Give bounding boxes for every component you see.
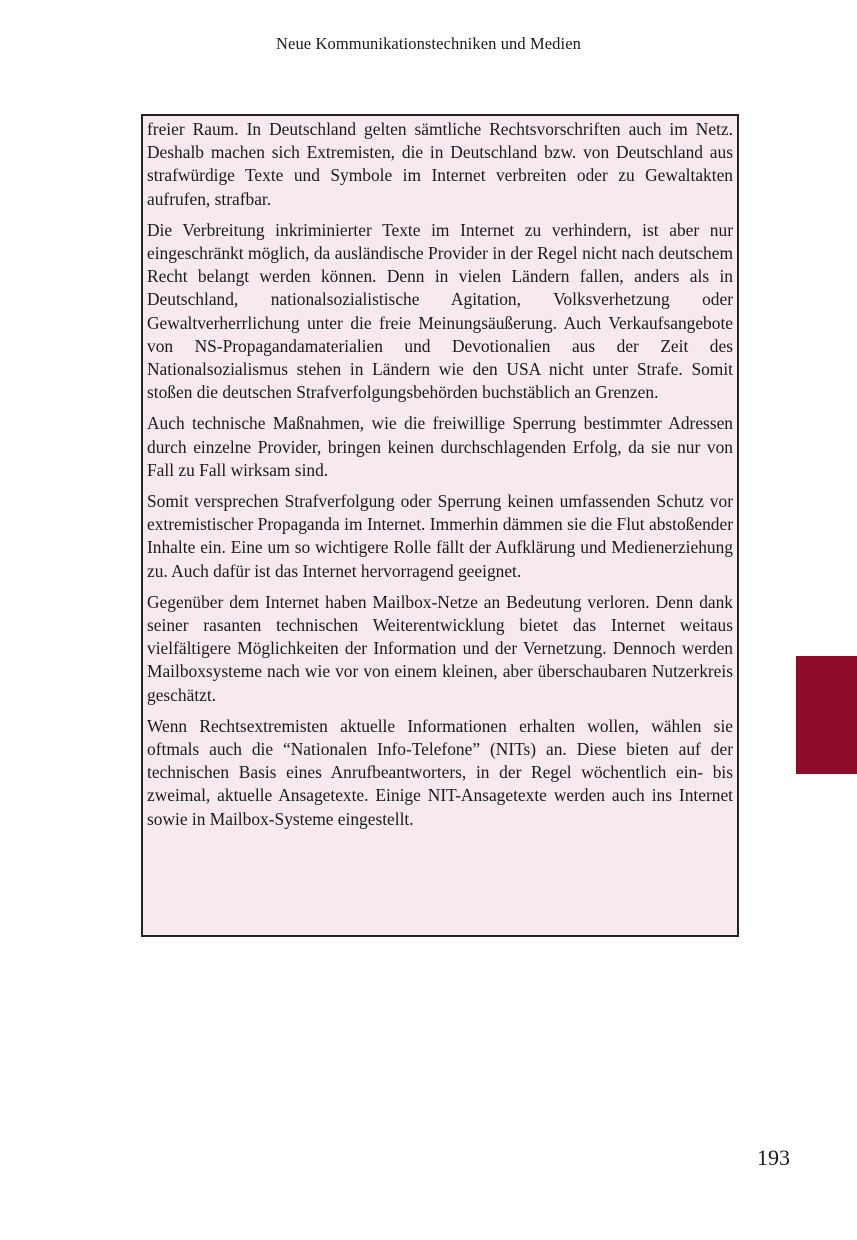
paragraph: Gegenüber dem Internet haben Mailbox-Netze an Bedeutung verloren. Denn dank seiner rasanten technischen Weiterentwicklung bietet das Internet weitaus vielfältigere Möglichkeiten der Information und der Vernetzung. Dennoch werden Mailboxsysteme nach wie vor von einem kleinen, aber überschaubaren Nutzerkreis geschätzt. <box>147 591 733 705</box>
paragraph: Somit versprechen Strafverfolgung oder Sperrung keinen umfassenden Schutz vor extremistischer Propaganda im Internet. Immerhin dämmen sie die Flut abstoßender Inhalte ein. Eine um so wichtigere Rolle fällt der Aufklärung und Medienerziehung zu. Auch dafür ist das Internet hervorragend geeignet. <box>147 491 733 581</box>
chapter-thumb-tab <box>796 656 857 774</box>
paragraph: Die Verbreitung inkriminierter Texte im Internet zu verhindern, ist aber nur eingeschränkt möglich, da ausländische Provider in der Regel nicht nach deutschem Recht belangt werden können. Denn in vielen Ländern fallen, anders als in Deutschland, nationalsozialistische Agitation, Volksverhetzung oder Gewaltverherrlichung unter die freie Meinungsäußerung. Auch Verkaufsangebote von NS-Propagandamaterialien und Devotionalien aus der Zeit des Nationalsozialismus stehen in Ländern wie den USA nicht unter Strafe. Somit stoßen die deutschen Strafverfolgungsbehörden buchstäblich an Grenzen. <box>147 219 733 403</box>
paragraph: freier Raum. In Deutschland gelten sämtliche Rechtsvorschriften auch im Netz. Deshalb machen sich Extremisten, die in Deutschland bzw. von Deutschland aus strafwürdige Texte und Symbole im Internet verbreiten oder zu Gewaltakten aufrufen, strafbar. <box>147 119 733 209</box>
highlighted-text-box <box>141 114 739 937</box>
running-header: Neue Kommunikationstechniken und Medien <box>276 34 581 53</box>
paragraph: Wenn Rechtsextremisten aktuelle Informationen erhalten wollen, wählen sie oftmals auch die “Nationalen Info-Telefone” (NITs) an. Diese bieten auf der technischen Basis eines Anrufbeantworters, in der Regel wöchentlich ein- bis zweimal, aktuelle Ansagetexte. Einige NIT-Ansagetexte werden auch ins Internet sowie in Mailbox-Systeme eingestellt. <box>147 715 733 829</box>
page-number: 193 <box>757 1145 790 1170</box>
paragraph: Auch technische Maßnahmen, wie die freiwillige Sperrung bestimmter Adressen durch einzelne Provider, bringen keinen durchschlagenden Erfolg, da sie nur von Fall zu Fall wirksam sind. <box>147 413 733 480</box>
